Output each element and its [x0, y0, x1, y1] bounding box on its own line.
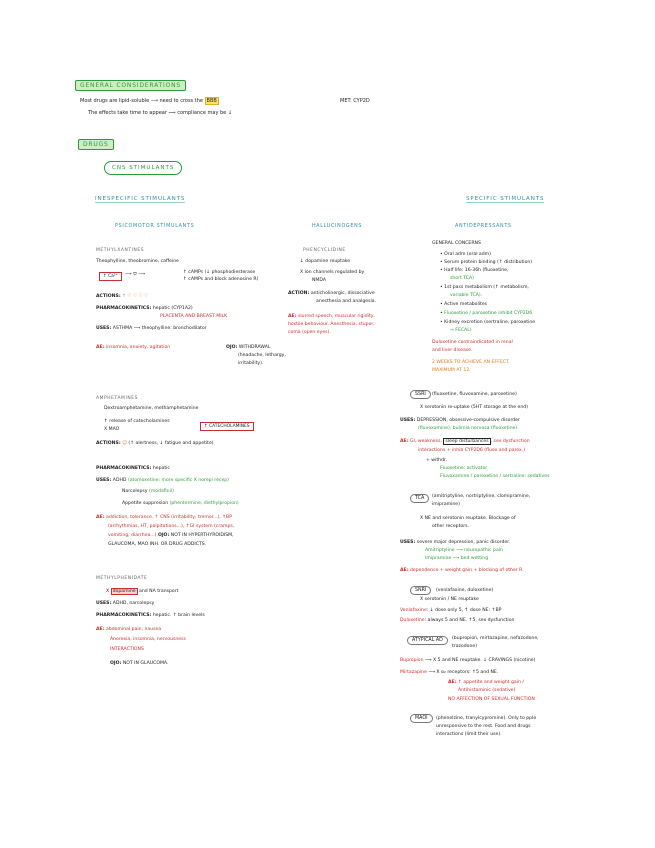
gc-item-1: • Oral adm (oral adm) — [440, 252, 491, 257]
methyl-withdrawal: WITHDRAWAL — [238, 345, 271, 350]
cns-stimulants-title: CNS STIMULANTS — [104, 161, 182, 175]
pcp-line-2: X ion channels regulated by — [300, 270, 365, 275]
amph-actions-label: ACTIONS: — [96, 441, 121, 446]
amph-uses — [96, 478, 229, 484]
amph-appetite-text: Appetite suppresion — [122, 501, 169, 506]
mph-line-1 — [106, 589, 178, 595]
amph-uses-label: USES: — [96, 478, 112, 483]
amph-actions-text: (↑ alertness, ↓ fatigue and appetite) — [128, 441, 214, 446]
bbb-highlight: BBB — [206, 98, 217, 104]
atypical-pill: ATYPICAL AD — [407, 636, 448, 645]
gc-item-6: • Fluoxetine / paroxetine inhibit CYP2D6 — [440, 311, 533, 316]
tca-ae-label: AE: — [400, 568, 409, 573]
mph-uses-label: USES: — [96, 601, 112, 606]
mph-dopamine-box: dopamine — [112, 589, 136, 594]
methyl-pk-red: PLACENTA AND BREAST MILK — [160, 314, 228, 319]
methylxanthines-title: METHYLXANTINES — [96, 248, 145, 253]
mph-pk — [96, 613, 205, 619]
gc-item-2: • Serum protein binding (↑ distribution) — [440, 260, 533, 265]
methyl-ae-text: insomnia, anxiety, agitation — [106, 345, 171, 350]
amph-line-1: ↑ release of catecholamines — [104, 419, 170, 424]
mph-x: X — [106, 589, 110, 594]
gc-item-3: • Half life: 16-36h (fluoxetine, — [440, 268, 509, 273]
duloxetine-label: Duloxetine: — [400, 618, 427, 623]
mph-ojo-line — [110, 661, 168, 667]
catecholamines-box: ↑ CATECHOLAMINES — [200, 422, 254, 431]
amph-adhd: ADHD — [112, 478, 127, 483]
mph-pk-text: hepatic. ↑ brain levels — [152, 613, 205, 618]
pcp-ae — [288, 314, 375, 320]
venlafaxine-label: Venlafaxine: — [400, 608, 429, 613]
general-line-1 — [80, 98, 219, 104]
maoi-drugs-3: interactions (limit their use). — [436, 732, 502, 737]
gc-item-2-text: Serum protein binding (↑ distribution) — [444, 260, 533, 265]
amph-ae-3-line — [108, 533, 234, 539]
amph-appetite-green: (phentermine, diethylpropion) — [169, 501, 239, 506]
pcp-title: PHENCYCLIDINE — [303, 248, 346, 253]
amph-narc-text: Narcolepsy — [122, 489, 148, 494]
ssri-uses-1: DEPRESSION, obsessive-compulsive disorder — [416, 418, 520, 423]
methyl-ojo-label: OJO: — [226, 345, 238, 350]
ssri-uses-label: USES: — [400, 418, 416, 423]
maoi-drugs: (phenelzine, tranylcypromine). Only to pple — [436, 716, 537, 721]
hallucinogens-title: HALLUCINOGENS — [312, 224, 363, 229]
amph-actions-icon: ☺ — [122, 441, 127, 446]
ssri-drugs: (fluoxetine, fluvoxamine, paroxetine) — [432, 392, 517, 397]
tca-uses — [400, 540, 510, 546]
pcp-line-3: NMDA — [312, 278, 326, 283]
duloxetine-text: always 5 and NE. ↑5, sex dysfunction — [427, 618, 515, 623]
tca-uses-3: Imipramine ⟶ bed wetting — [425, 556, 489, 561]
pcp-line-1: ↓ dopamine reuptake — [300, 259, 351, 264]
bupropion-line — [400, 658, 535, 664]
atypical-ae-3: NO AFFECTION OF SEXUAL FUNCTION — [448, 697, 535, 702]
mirtazapine-line — [400, 670, 498, 676]
ssri-uses — [400, 418, 520, 424]
ssri-uses-2: (fluvoxamine), bulimia nervosa (fluoxetine). — [418, 426, 519, 431]
antidepressants-title: ANTIDEPRESSANTS — [455, 224, 512, 229]
methyl-pk-label: PHARMACOKINETICS: — [96, 306, 152, 311]
ssri-ae-1b: , sex dysfunction — [490, 439, 530, 444]
gc-item-5-text: Active metabolites — [444, 302, 488, 307]
pcp-actions-2: anesthesia and analgesia. — [316, 299, 377, 304]
amph-pk-label: PHARMACOKINETICS: — [96, 466, 152, 471]
gc-item-4: • 1st pass metabolism (↑ metabolism, — [440, 285, 529, 290]
atypical-ae-2: Antihistaminic (sedative) — [458, 688, 516, 693]
gc-item-7b: → FECAL) — [450, 328, 472, 333]
pcp-ae-3: coma (open eyes). — [288, 330, 331, 335]
methyl-pk — [96, 306, 193, 312]
methyl-uses-text: ASTHMA ⟶ theophylline: bronchodilator — [112, 326, 207, 331]
amphetamines-title: AMPHETAMINES — [96, 396, 138, 401]
mph-ae — [96, 627, 161, 633]
pcp-ae-text: slurred speech, muscular rigidity, — [298, 314, 375, 319]
gc-item-1-text: Oral adm (oral adm) — [444, 252, 491, 257]
general-concerns-title: GENERAL CONCERNS — [432, 241, 481, 246]
ssri-ae-label: AE: — [400, 439, 409, 444]
methyl-pk-text: hepatic (CYP1A2) — [152, 306, 193, 311]
gc-item-4-text: 1st pass metabolism (↑ metabolism, — [444, 285, 529, 290]
methyl-ae-label: AE: — [96, 345, 105, 350]
snri-pill: SNRI — [410, 586, 431, 595]
amph-narc — [122, 489, 174, 495]
methyl-actions-label: ACTIONS: — [96, 294, 121, 299]
methyl-ae — [96, 345, 170, 351]
mph-uses — [96, 601, 154, 607]
specific-stimulants-label: SPECIFIC STIMULANTS — [466, 196, 545, 202]
amph-actions — [96, 441, 214, 447]
amph-line-2: X MAO — [104, 427, 120, 432]
gc-item-7-text: Kidney excretion (sertraline, paroxetine — [444, 320, 536, 325]
psychomotor-title: PSICOMOTOR STIMULANTS — [115, 224, 195, 229]
atypical-ae-label: AE: — [448, 680, 457, 685]
amph-pk — [96, 466, 170, 472]
amph-ojo-text: NOT IN HYPERTHYROIDISM, — [170, 533, 234, 538]
pcp-ae-2: hostile behaviour. Anesthesia, stupor, — [288, 322, 375, 327]
amph-ojo: OJO: — [157, 533, 170, 538]
gc-item-7: • Kidney excretion (sertraline, paroxetine — [440, 320, 536, 325]
amph-adhd-green: (atomoxetine: more specific X norepi recep) — [127, 478, 229, 483]
mph-ojo: OJO: — [110, 661, 122, 666]
maoi-pill: MAOI — [410, 714, 433, 723]
amphetamines-drugs: Dextroamphetamine, methamphetamine — [104, 406, 199, 411]
tca-drugs-2: imipramine) — [432, 502, 460, 507]
gc-item-3b: short TCA) — [450, 276, 474, 281]
nonspecific-stimulants-title — [95, 196, 185, 202]
methylxanthines-drugs: Theophylline, theobromine, caffeine — [96, 259, 180, 264]
snri-venlafaxine — [400, 608, 501, 614]
mph-ae-2: Anorexia, insomnia, nervousness — [110, 637, 186, 642]
mph-uses-text: ADHD, narcolepsy — [112, 601, 155, 606]
tca-ae — [400, 568, 524, 574]
tca-mech-2: other receptors. — [432, 524, 469, 529]
mph-ae-3: INTERACTIONS — [110, 647, 144, 652]
methyl-withdrawal-2: (headache, lethargy, — [238, 353, 286, 358]
methyl-withdrawal-3: irritability). — [238, 361, 264, 366]
tca-uses-label: USES: — [400, 540, 416, 545]
mph-ae-label: AE: — [96, 627, 105, 632]
mirtazapine-text: ⟶ X α₂ receptors: ↑5 and NE. — [428, 670, 499, 675]
tca-uses-text: severe major depression, panic disorder. — [416, 540, 511, 545]
mech-right-1: ↑ cAMPs (↓ phosphodiesterase — [183, 270, 256, 275]
weeks-note: 2 WEEKS TO ACHIEVE AN EFFECT. — [432, 360, 510, 365]
tca-ae-text: dependence + weight gain + blocking of other R. — [410, 568, 524, 573]
snri-drugs: (venlafaxine, duloxetine) — [436, 588, 494, 593]
pcp-actions — [288, 291, 375, 297]
nonspecific-stimulants-label: INESPECIFIC STIMULANTS — [95, 196, 186, 202]
amph-appetite — [122, 501, 239, 507]
general-met: MET: CYP2D — [340, 98, 370, 104]
ssri-sleep-box: sleep disturbances — [445, 439, 489, 444]
tca-drugs: (amitriptyline, nortriptyline, clomipramine, — [432, 494, 531, 499]
methyl-actions-icons: ↑ ♡ ♡ ♡ ♡ — [122, 294, 149, 299]
bupropion-text: ⟶ X 5 and NE reuptake. ↓ CRAVINGS (nicotine) — [424, 658, 536, 663]
ssri-ae-5: Fluvoxamine / paroxetine / sertraline: sedatives — [440, 474, 550, 479]
tca-pill: TCA — [410, 494, 429, 503]
amph-ae-3: vomiting, diarrhea...) — [108, 533, 157, 538]
tca-uses-2: Amitriptyline ⟶ neuropathic pain — [425, 548, 503, 553]
mph-ojo-text: NOT IN GLAUCOMA. — [122, 661, 169, 666]
ssri-ae-4: Fluoxetine: activator — [440, 466, 488, 471]
amph-narc-green: (modafinil) — [148, 489, 174, 494]
pcp-ae-label: AE: — [288, 314, 297, 319]
tca-mech: X NE and serotonin reuptake. Blockage of — [420, 516, 516, 521]
amph-ojo-2: GLAUCOMA, MAO INH. OR DRUG ADDICTS. — [108, 542, 207, 547]
mech-right-2: ↑ cAMPs and block adenosine R) — [183, 277, 259, 282]
methyl-uses-label: USES: — [96, 326, 112, 331]
specific-stimulants-title — [466, 196, 544, 202]
methyl-actions — [96, 294, 148, 300]
amph-pk-text: hepatic — [152, 466, 170, 471]
amph-ae-label: AE: — [96, 515, 105, 520]
pcp-actions-label: ACTION: — [288, 291, 310, 296]
mph-line-1-rest: and NA transport — [139, 589, 179, 594]
drugs-header: DRUGS — [78, 139, 114, 150]
amph-ae-2: (arrhythmias, HT, palpitations...), ↑GI system (cramps, — [108, 524, 235, 529]
amph-ae-1: addiction, tolerance. ↑ CNS (irritability, tremor...), ↑BP — [106, 515, 232, 520]
ssri-pill: SSRI — [410, 390, 431, 399]
maoi-drugs-2: unresponsive to the rest. Food and drugs — [436, 724, 531, 729]
methyl-uses — [96, 326, 207, 332]
amph-ae — [96, 515, 232, 521]
ssri-mech: X serotonin re-uptake (5HT storage at the end) — [420, 405, 528, 410]
ssri-ae-2: interactions + inhib CYP2D6 (fluox and parox.) — [418, 448, 526, 453]
general-line-2: The effects take time to appear ⟹ compliance may be ↓ — [88, 110, 233, 116]
methyl-ojo — [226, 345, 270, 351]
weeks-note-2: MAXIMUM AT 12. — [432, 368, 471, 373]
mirtazapine-label: Mirtazapine — [400, 670, 427, 675]
bupropion-label: Bupropion — [400, 658, 424, 663]
gc-item-6-text: Fluoxetine / paroxetine inhibit CYP2D6 — [444, 311, 533, 316]
atypical-ae — [448, 680, 524, 686]
general-line-1-text: Most drugs are lipid-soluble ⟶ need to cross the — [80, 98, 203, 104]
snri-duloxetine — [400, 618, 514, 624]
ssri-ae-3: + withdr. — [426, 458, 447, 463]
atypical-drugs-2: trazodone) — [452, 644, 477, 649]
atypical-ae-text: ↑ appetite and weight gain / — [458, 680, 524, 685]
gc-item-3-text: Half life: 16-36h (fluoxetine, — [444, 268, 509, 273]
mph-pk-label: PHARMACOKINETICS: — [96, 613, 152, 618]
atypical-drugs: (bupropion, mirtazapine, nefazodone, — [452, 636, 539, 641]
mph-ae-1: abdominal pain, nausea — [106, 627, 162, 632]
duloxetine-contra: Duloxetine contraindicated in renal — [432, 340, 513, 345]
venlafaxine-text: ↓ dose only 5, ↑ dose NE: ↑BP — [429, 608, 502, 613]
pcp-actions-text: anticholinergic, dissociative — [310, 291, 375, 296]
mech-arrow: ⟶ ⬭ ⟶ — [125, 272, 146, 277]
calcium-box: ↑ Ca²⁺ — [99, 272, 122, 281]
snri-mech: X serotonin / NE reuptake — [420, 597, 479, 602]
gc-item-5: • Active metabolites — [440, 302, 488, 307]
gc-item-4b: variable TCA). — [450, 293, 483, 298]
methylphenidate-title: METHYLPHENIDATE — [96, 576, 148, 581]
general-considerations-header: GENERAL CONSIDERATIONS — [75, 80, 186, 91]
duloxetine-contra-2: and liver disease. — [432, 348, 473, 353]
ssri-ae-1: GI, weakness, — [410, 439, 442, 444]
ssri-ae — [400, 439, 530, 445]
